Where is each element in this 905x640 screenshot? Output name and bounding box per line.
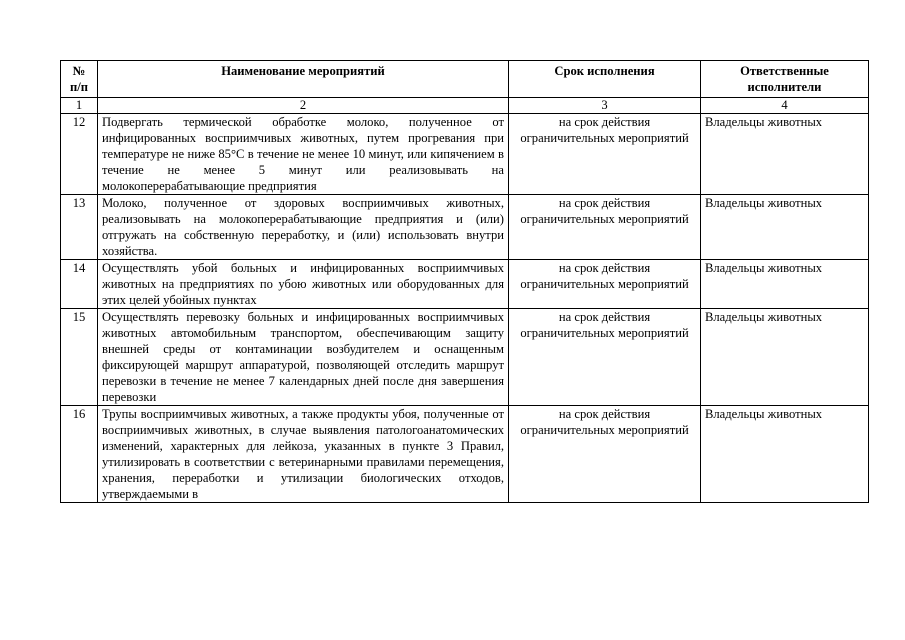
measure-responsible: Владельцы животных	[701, 309, 869, 406]
table-row	[61, 195, 869, 260]
table-row	[61, 114, 869, 195]
measure-term: на срок действия ограничительных мероприятий	[509, 309, 701, 406]
header-responsible: Ответственные исполнители	[701, 61, 869, 98]
measure-responsible: Владельцы животных	[701, 195, 869, 260]
measure-text: Осуществлять убой больных и инфицированных восприимчивых животных на предприятиях по убою животных или оборудованных для этих целей убойных пунктах	[98, 260, 509, 309]
table-header-row	[61, 61, 869, 98]
measure-responsible: Владельцы животных	[701, 406, 869, 503]
document-page	[60, 60, 868, 503]
measure-text: Осуществлять перевозку больных и инфицированных восприимчивых животных автомобильным транспортом, обеспечивающим защиту внешней среды от контаминации возбудителем и оснащенным фиксирующей маршрут аппаратурой, позволяющей отследить маршрут перевозки в течение не менее 7 календарных дней после дня завершения перевозки	[98, 309, 509, 406]
row-number: 15	[61, 309, 98, 406]
row-number: 12	[61, 114, 98, 195]
column-number: 1	[61, 98, 98, 114]
measure-responsible: Владельцы животных	[701, 260, 869, 309]
row-number: 16	[61, 406, 98, 503]
table-row	[61, 406, 869, 503]
measures-table	[60, 60, 869, 503]
header-term: Срок исполнения	[509, 61, 701, 98]
header-number: № п/п	[61, 61, 98, 98]
measure-term: на срок действия ограничительных мероприятий	[509, 114, 701, 195]
column-number: 2	[98, 98, 509, 114]
measure-term: на срок действия ограничительных мероприятий	[509, 260, 701, 309]
table-row	[61, 260, 869, 309]
column-number: 3	[509, 98, 701, 114]
header-measure-name: Наименование мероприятий	[98, 61, 509, 98]
measure-text: Трупы восприимчивых животных, а также продукты убоя, полученные от восприимчивых животных, в случае выявления патологоанатомических изменений, характерных для лейкоза, указанных в пункте 3 Правил, утилизировать в соответствии с ветеринарными правилами перемещения, хранения, переработки и утилизации биологических отходов, утверждаемыми в	[98, 406, 509, 503]
measure-term: на срок действия ограничительных мероприятий	[509, 195, 701, 260]
table-row	[61, 309, 869, 406]
measure-term: на срок действия ограничительных мероприятий	[509, 406, 701, 503]
row-number: 13	[61, 195, 98, 260]
column-number: 4	[701, 98, 869, 114]
measure-responsible: Владельцы животных	[701, 114, 869, 195]
measure-text: Молоко, полученное от здоровых восприимчивых животных, реализовывать на молокоперерабатывающие предприятия и (или) отгружать на собственную переработку, и (или) использовать внутри хозяйства.	[98, 195, 509, 260]
measure-text: Подвергать термической обработке молоко, полученное от инфицированных восприимчивых животных, путем прогревания при температуре не ниже 85°С в течение не менее 10 минут, или кипячением в течение не менее 5 минут или реализовывать на молокоперерабатывающие предприятия	[98, 114, 509, 195]
column-number-row	[61, 98, 869, 114]
row-number: 14	[61, 260, 98, 309]
